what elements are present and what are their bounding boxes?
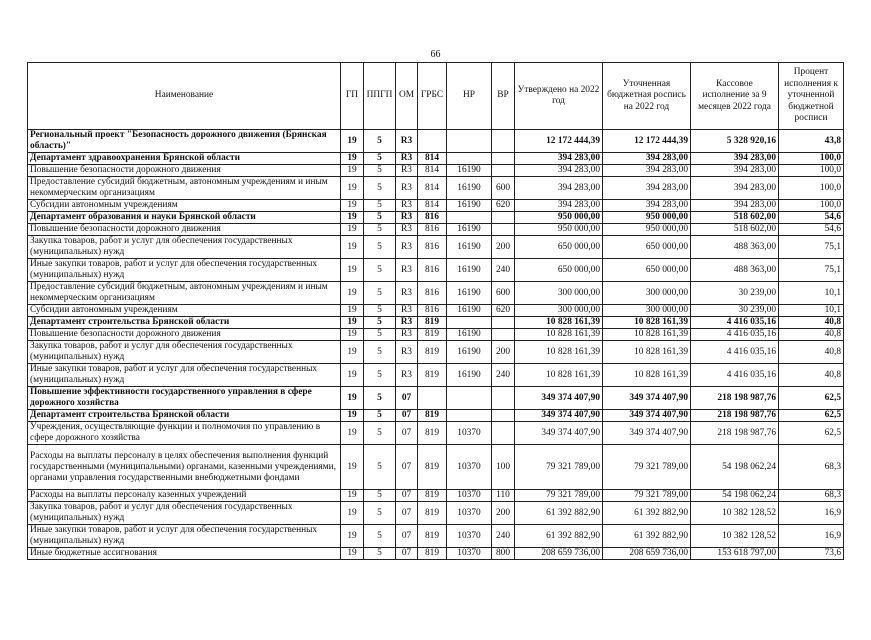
cell-ppgp: 5 (364, 410, 396, 422)
cell-grbs: 816 (418, 224, 447, 236)
cell-revised: 394 283,00 (603, 165, 691, 177)
table-row (28, 364, 844, 387)
cell-name: Департамент строительства Брянской области (28, 410, 341, 422)
cell-nr: 10370 (447, 525, 492, 548)
cell-revised: 394 283,00 (603, 177, 691, 200)
cell-vr: 200 (492, 341, 515, 364)
cell-ppgp: 5 (364, 305, 396, 317)
cell-percent: 68,3 (779, 445, 844, 490)
cell-revised: 61 392 882,90 (603, 525, 691, 548)
cell-revised: 10 828 161,39 (603, 364, 691, 387)
cell-approved: 79 321 789,00 (515, 445, 603, 490)
cell-ppgp: 5 (364, 282, 396, 305)
cell-approved: 349 374 407,90 (515, 410, 603, 422)
cell-cash: 54 198 062,24 (691, 490, 779, 502)
cell-name: Иные закупки товаров, работ и услуг для обеспечения государственных (муниципальных) нужд (28, 525, 341, 548)
cell-revised: 208 659 736,00 (603, 548, 691, 560)
cell-name: Предоставление субсидий бюджетным, автономным учреждениям и иным некоммерческим организациям (28, 282, 341, 305)
cell-revised: 950 000,00 (603, 212, 691, 224)
cell-approved: 208 659 736,00 (515, 548, 603, 560)
cell-cash: 218 198 987,76 (691, 422, 779, 445)
cell-om: R3 (396, 305, 418, 317)
cell-cash: 518 602,00 (691, 224, 779, 236)
cell-gp: 19 (341, 525, 364, 548)
table-row (28, 305, 844, 317)
cell-approved: 349 374 407,90 (515, 387, 603, 410)
cell-cash: 10 382 128,52 (691, 502, 779, 525)
cell-grbs: 819 (418, 502, 447, 525)
cell-name: Закупка товаров, работ и услуг для обеспечения государственных (муниципальных) нужд (28, 341, 341, 364)
cell-percent: 75,1 (779, 236, 844, 259)
cell-vr: 240 (492, 525, 515, 548)
cell-ppgp: 5 (364, 490, 396, 502)
cell-approved: 10 828 161,39 (515, 364, 603, 387)
cell-om: 07 (396, 387, 418, 410)
cell-percent: 54,6 (779, 212, 844, 224)
cell-vr: 200 (492, 236, 515, 259)
cell-gp: 19 (341, 502, 364, 525)
col-header-nr: НР (447, 63, 492, 130)
cell-grbs: 819 (418, 341, 447, 364)
cell-nr: 16190 (447, 305, 492, 317)
cell-nr: 10370 (447, 502, 492, 525)
cell-name: Департамент строительства Брянской области (28, 317, 341, 329)
cell-approved: 10 828 161,39 (515, 317, 603, 329)
cell-ppgp: 5 (364, 387, 396, 410)
cell-om: R3 (396, 236, 418, 259)
cell-revised: 10 828 161,39 (603, 317, 691, 329)
cell-nr (447, 153, 492, 165)
cell-nr: 16190 (447, 341, 492, 364)
cell-percent: 62,5 (779, 410, 844, 422)
cell-gp: 19 (341, 130, 364, 153)
cell-vr: 240 (492, 364, 515, 387)
cell-name: Предоставление субсидий бюджетным, автономным учреждениям и иным некоммерческим организациям (28, 177, 341, 200)
cell-ppgp: 5 (364, 525, 396, 548)
cell-om: R3 (396, 177, 418, 200)
cell-grbs: 819 (418, 422, 447, 445)
cell-ppgp: 5 (364, 341, 396, 364)
table-row (28, 548, 844, 560)
cell-approved: 394 283,00 (515, 200, 603, 212)
cell-grbs: 814 (418, 153, 447, 165)
cell-om: R3 (396, 212, 418, 224)
col-header-grbs: ГРБС (418, 63, 447, 130)
cell-name: Закупка товаров, работ и услуг для обеспечения государственных (муниципальных) нужд (28, 236, 341, 259)
cell-revised: 10 828 161,39 (603, 341, 691, 364)
cell-grbs: 816 (418, 305, 447, 317)
table-row (28, 341, 844, 364)
cell-percent: 16,9 (779, 502, 844, 525)
cell-ppgp: 5 (364, 200, 396, 212)
cell-ppgp: 5 (364, 212, 396, 224)
cell-percent: 100,0 (779, 200, 844, 212)
cell-cash: 218 198 987,76 (691, 410, 779, 422)
cell-ppgp: 5 (364, 364, 396, 387)
cell-om: R3 (396, 364, 418, 387)
cell-om: R3 (396, 153, 418, 165)
cell-grbs: 816 (418, 259, 447, 282)
cell-percent: 40,8 (779, 364, 844, 387)
cell-approved: 950 000,00 (515, 224, 603, 236)
table-row (28, 445, 844, 490)
cell-cash: 394 283,00 (691, 177, 779, 200)
col-header-approved: Утверждено на 2022 год (515, 63, 603, 130)
cell-om: R3 (396, 317, 418, 329)
table-row (28, 212, 844, 224)
cell-om: R3 (396, 165, 418, 177)
cell-percent: 40,8 (779, 341, 844, 364)
cell-revised: 650 000,00 (603, 236, 691, 259)
cell-name: Иные бюджетные ассигнования (28, 548, 341, 560)
cell-nr (447, 130, 492, 153)
cell-gp: 19 (341, 236, 364, 259)
cell-grbs: 819 (418, 329, 447, 341)
cell-vr: 240 (492, 259, 515, 282)
cell-percent: 68,3 (779, 490, 844, 502)
cell-name: Департамент образования и науки Брянской области (28, 212, 341, 224)
table-row (28, 236, 844, 259)
cell-percent: 40,8 (779, 329, 844, 341)
col-header-vr: ВР (492, 63, 515, 130)
cell-nr: 16190 (447, 364, 492, 387)
cell-name: Повышение безопасности дорожного движения (28, 165, 341, 177)
cell-om: 07 (396, 422, 418, 445)
cell-om: 07 (396, 502, 418, 525)
cell-name: Департамент здравоохранения Брянской области (28, 153, 341, 165)
cell-approved: 79 321 789,00 (515, 490, 603, 502)
cell-ppgp: 5 (364, 165, 396, 177)
cell-name: Субсидии автономным учреждениям (28, 305, 341, 317)
cell-gp: 19 (341, 305, 364, 317)
cell-revised: 394 283,00 (603, 153, 691, 165)
table-row (28, 329, 844, 341)
cell-percent: 75,1 (779, 259, 844, 282)
cell-name: Повышение безопасности дорожного движения (28, 224, 341, 236)
cell-percent: 73,6 (779, 548, 844, 560)
cell-gp: 19 (341, 165, 364, 177)
cell-cash: 153 618 797,00 (691, 548, 779, 560)
cell-gp: 19 (341, 445, 364, 490)
cell-om: R3 (396, 200, 418, 212)
cell-vr (492, 153, 515, 165)
cell-revised: 12 172 444,39 (603, 130, 691, 153)
cell-om: R3 (396, 282, 418, 305)
cell-nr: 10370 (447, 548, 492, 560)
cell-nr (447, 410, 492, 422)
cell-revised: 950 000,00 (603, 224, 691, 236)
cell-name: Повышение эффективности государственного управления в сфере дорожного хозяйства (28, 387, 341, 410)
table-row (28, 502, 844, 525)
cell-gp: 19 (341, 177, 364, 200)
cell-name: Иные закупки товаров, работ и услуг для обеспечения государственных (муниципальных) нужд (28, 364, 341, 387)
cell-nr: 16190 (447, 177, 492, 200)
cell-grbs: 814 (418, 200, 447, 212)
cell-gp: 19 (341, 364, 364, 387)
table-row (28, 317, 844, 329)
cell-approved: 300 000,00 (515, 305, 603, 317)
cell-grbs: 814 (418, 165, 447, 177)
cell-grbs: 816 (418, 236, 447, 259)
cell-revised: 394 283,00 (603, 200, 691, 212)
cell-vr: 800 (492, 548, 515, 560)
budget-execution-table (27, 62, 844, 560)
cell-percent: 100,0 (779, 165, 844, 177)
cell-gp: 19 (341, 490, 364, 502)
cell-cash: 4 416 035,16 (691, 329, 779, 341)
cell-percent: 100,0 (779, 177, 844, 200)
cell-approved: 12 172 444,39 (515, 130, 603, 153)
cell-revised: 61 392 882,90 (603, 502, 691, 525)
table-row (28, 165, 844, 177)
cell-approved: 61 392 882,90 (515, 525, 603, 548)
cell-vr: 100 (492, 445, 515, 490)
cell-grbs: 816 (418, 282, 447, 305)
cell-ppgp: 5 (364, 224, 396, 236)
cell-gp: 19 (341, 282, 364, 305)
cell-ppgp: 5 (364, 259, 396, 282)
cell-nr (447, 212, 492, 224)
cell-approved: 650 000,00 (515, 259, 603, 282)
cell-name: Субсидии автономным учреждениям (28, 200, 341, 212)
cell-percent: 16,9 (779, 525, 844, 548)
cell-cash: 218 198 987,76 (691, 387, 779, 410)
table-row (28, 410, 844, 422)
cell-om: 07 (396, 525, 418, 548)
cell-vr: 110 (492, 490, 515, 502)
cell-gp: 19 (341, 224, 364, 236)
cell-revised: 79 321 789,00 (603, 445, 691, 490)
cell-nr: 16190 (447, 329, 492, 341)
cell-revised: 10 828 161,39 (603, 329, 691, 341)
cell-revised: 300 000,00 (603, 282, 691, 305)
cell-percent: 100,0 (779, 153, 844, 165)
cell-cash: 4 416 035,16 (691, 364, 779, 387)
cell-cash: 518 602,00 (691, 212, 779, 224)
cell-revised: 79 321 789,00 (603, 490, 691, 502)
cell-vr (492, 165, 515, 177)
cell-vr: 200 (492, 502, 515, 525)
cell-nr: 10370 (447, 422, 492, 445)
table-row (28, 259, 844, 282)
cell-approved: 950 000,00 (515, 212, 603, 224)
cell-cash: 394 283,00 (691, 153, 779, 165)
cell-nr: 16190 (447, 259, 492, 282)
cell-om: 07 (396, 548, 418, 560)
cell-cash: 394 283,00 (691, 165, 779, 177)
table-header-row (28, 63, 844, 130)
cell-ppgp: 5 (364, 317, 396, 329)
cell-grbs: 816 (418, 212, 447, 224)
cell-ppgp: 5 (364, 177, 396, 200)
cell-approved: 10 828 161,39 (515, 341, 603, 364)
table-row (28, 177, 844, 200)
cell-vr: 620 (492, 200, 515, 212)
col-header-gp: ГП (341, 63, 364, 130)
cell-vr: 600 (492, 282, 515, 305)
cell-approved: 650 000,00 (515, 236, 603, 259)
cell-approved: 10 828 161,39 (515, 329, 603, 341)
cell-nr: 16190 (447, 200, 492, 212)
cell-vr (492, 212, 515, 224)
cell-vr: 620 (492, 305, 515, 317)
cell-gp: 19 (341, 341, 364, 364)
cell-name: Иные закупки товаров, работ и услуг для обеспечения государственных (муниципальных) нужд (28, 259, 341, 282)
cell-grbs: 819 (418, 317, 447, 329)
cell-approved: 349 374 407,90 (515, 422, 603, 445)
cell-cash: 4 416 035,16 (691, 341, 779, 364)
cell-gp: 19 (341, 548, 364, 560)
cell-revised: 349 374 407,90 (603, 387, 691, 410)
cell-grbs: 819 (418, 548, 447, 560)
cell-cash: 10 382 128,52 (691, 525, 779, 548)
cell-gp: 19 (341, 422, 364, 445)
table-row (28, 525, 844, 548)
cell-gp: 19 (341, 329, 364, 341)
col-header-revised: Уточненная бюджетная роспись на 2022 год (603, 63, 691, 130)
cell-ppgp: 5 (364, 445, 396, 490)
cell-vr (492, 422, 515, 445)
cell-vr: 600 (492, 177, 515, 200)
cell-ppgp: 5 (364, 548, 396, 560)
cell-name: Учреждения, осуществляющие функции и полномочия по управлению в сфере дорожного хозяйства (28, 422, 341, 445)
col-header-om: ОМ (396, 63, 418, 130)
table-row (28, 224, 844, 236)
cell-nr (447, 317, 492, 329)
table-row (28, 153, 844, 165)
cell-cash: 488 363,00 (691, 259, 779, 282)
cell-name: Расходы на выплаты персоналу в целях обеспечения выполнения функций государственными (муниципальными) органами, казенными учреждениями, органами управления государственными внебюджетными фондами (28, 445, 341, 490)
cell-grbs: 819 (418, 490, 447, 502)
cell-gp: 19 (341, 259, 364, 282)
col-header-name: Наименование (28, 63, 341, 130)
cell-om: R3 (396, 329, 418, 341)
cell-nr: 10370 (447, 490, 492, 502)
cell-gp: 19 (341, 153, 364, 165)
table-body (28, 130, 844, 560)
cell-gp: 19 (341, 200, 364, 212)
cell-name: Региональный проект "Безопасность дорожного движения (Брянская область)" (28, 130, 341, 153)
cell-grbs (418, 387, 447, 410)
cell-om: 07 (396, 410, 418, 422)
cell-nr: 16190 (447, 224, 492, 236)
table-row (28, 130, 844, 153)
cell-om: 07 (396, 490, 418, 502)
cell-grbs: 814 (418, 177, 447, 200)
cell-name: Закупка товаров, работ и услуг для обеспечения государственных (муниципальных) нужд (28, 502, 341, 525)
cell-name: Повышение безопасности дорожного движения (28, 329, 341, 341)
cell-ppgp: 5 (364, 153, 396, 165)
cell-approved: 394 283,00 (515, 165, 603, 177)
cell-ppgp: 5 (364, 236, 396, 259)
cell-percent: 62,5 (779, 422, 844, 445)
cell-nr: 16190 (447, 236, 492, 259)
cell-approved: 394 283,00 (515, 153, 603, 165)
cell-gp: 19 (341, 317, 364, 329)
cell-grbs: 819 (418, 364, 447, 387)
cell-nr: 16190 (447, 165, 492, 177)
cell-grbs: 819 (418, 525, 447, 548)
cell-nr: 10370 (447, 445, 492, 490)
col-header-percent: Процент исполнения к уточненной бюджетной росписи (779, 63, 844, 130)
cell-percent: 62,5 (779, 387, 844, 410)
cell-cash: 30 239,00 (691, 305, 779, 317)
cell-cash: 30 239,00 (691, 282, 779, 305)
cell-gp: 19 (341, 410, 364, 422)
cell-vr (492, 130, 515, 153)
cell-revised: 349 374 407,90 (603, 422, 691, 445)
cell-nr (447, 387, 492, 410)
cell-vr (492, 387, 515, 410)
cell-revised: 300 000,00 (603, 305, 691, 317)
cell-grbs: 819 (418, 410, 447, 422)
cell-vr (492, 224, 515, 236)
cell-ppgp: 5 (364, 422, 396, 445)
cell-percent: 54,6 (779, 224, 844, 236)
cell-vr (492, 410, 515, 422)
col-header-ppgp: ППГП (364, 63, 396, 130)
cell-ppgp: 5 (364, 130, 396, 153)
cell-revised: 349 374 407,90 (603, 410, 691, 422)
cell-gp: 19 (341, 212, 364, 224)
cell-om: R3 (396, 259, 418, 282)
cell-percent: 43,8 (779, 130, 844, 153)
cell-om: R3 (396, 224, 418, 236)
cell-cash: 4 416 035,16 (691, 317, 779, 329)
cell-approved: 61 392 882,90 (515, 502, 603, 525)
table-row (28, 387, 844, 410)
cell-gp: 19 (341, 387, 364, 410)
cell-vr (492, 317, 515, 329)
table-row (28, 200, 844, 212)
table-row (28, 282, 844, 305)
cell-grbs (418, 130, 447, 153)
cell-approved: 394 283,00 (515, 177, 603, 200)
cell-percent: 10,1 (779, 282, 844, 305)
cell-cash: 5 328 920,16 (691, 130, 779, 153)
cell-cash: 488 363,00 (691, 236, 779, 259)
cell-percent: 40,8 (779, 317, 844, 329)
col-header-cash: Кассовое исполнение за 9 месяцев 2022 года (691, 63, 779, 130)
table-row (28, 490, 844, 502)
cell-om: 07 (396, 445, 418, 490)
cell-percent: 10,1 (779, 305, 844, 317)
cell-name: Расходы на выплаты персоналу казенных учреждений (28, 490, 341, 502)
cell-cash: 394 283,00 (691, 200, 779, 212)
cell-revised: 650 000,00 (603, 259, 691, 282)
cell-om: R3 (396, 130, 418, 153)
cell-om: R3 (396, 341, 418, 364)
cell-approved: 300 000,00 (515, 282, 603, 305)
cell-ppgp: 5 (364, 329, 396, 341)
cell-cash: 54 198 062,24 (691, 445, 779, 490)
table-row (28, 422, 844, 445)
page-number: 66 (430, 49, 441, 60)
cell-nr: 16190 (447, 282, 492, 305)
cell-vr (492, 329, 515, 341)
cell-ppgp: 5 (364, 502, 396, 525)
cell-grbs: 819 (418, 445, 447, 490)
